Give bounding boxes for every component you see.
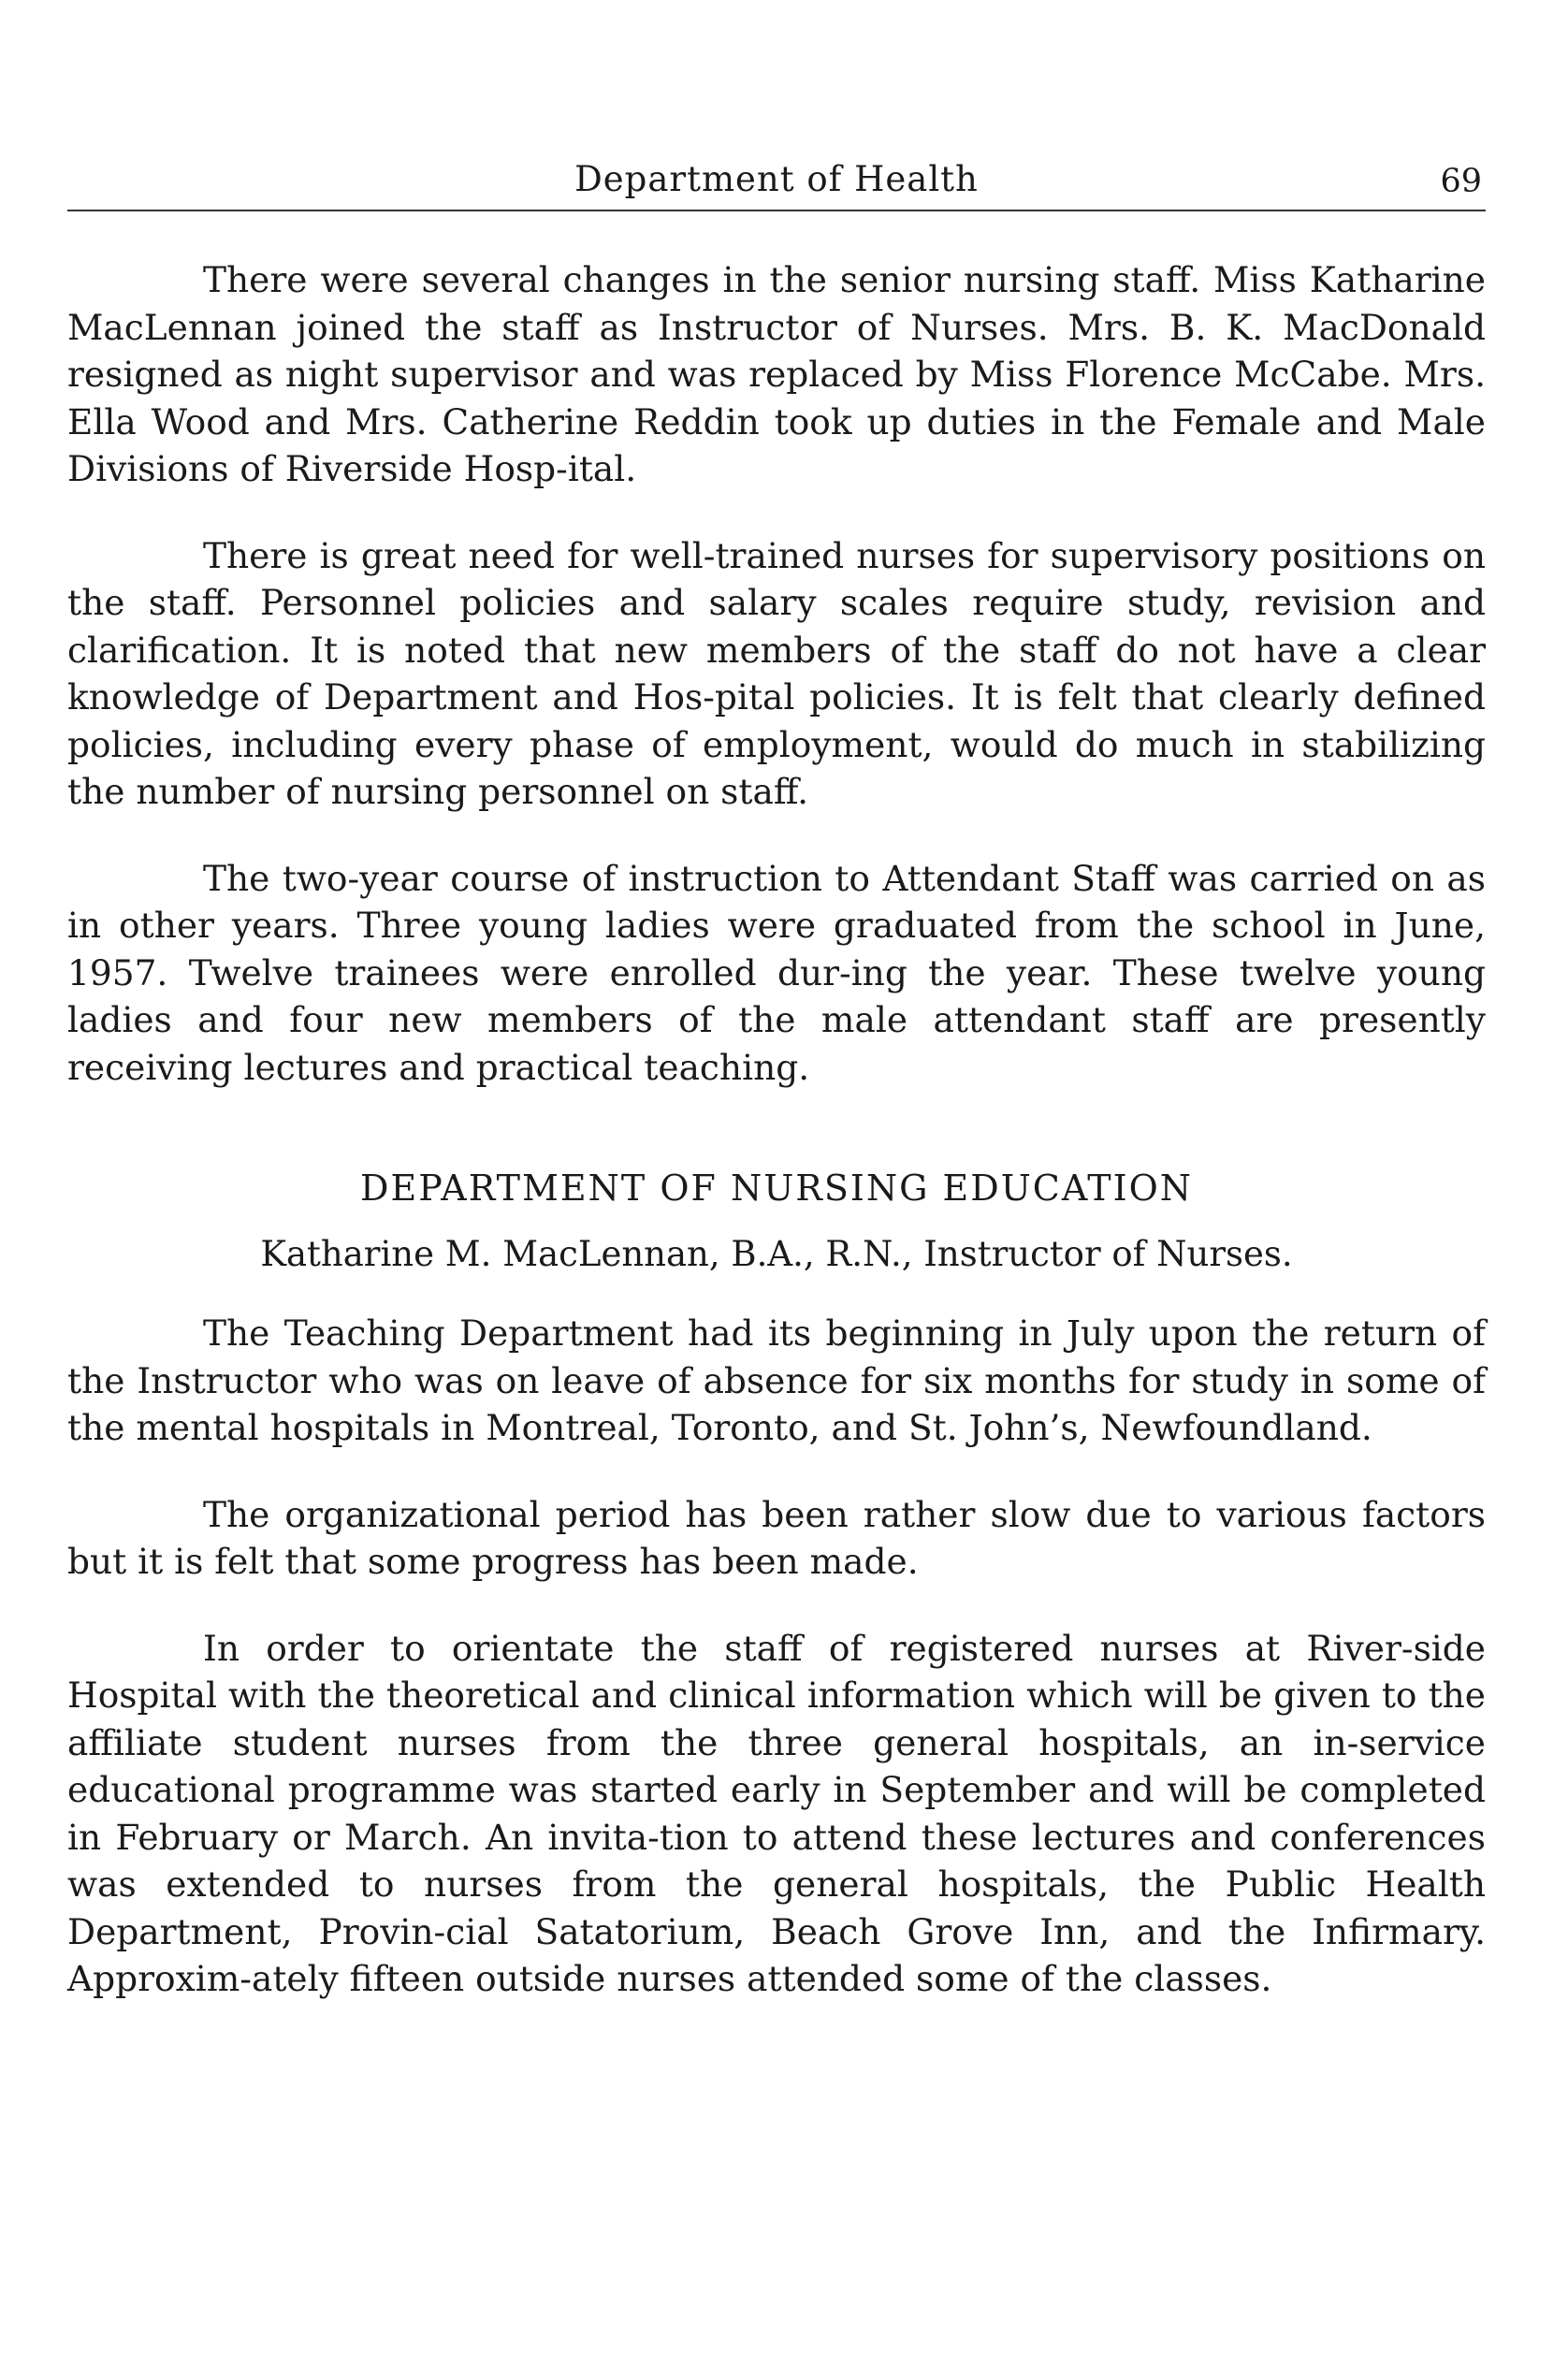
paragraph-nursing-staff-changes: There were several changes in the senior nursing staff. Miss Katharine MacLennan joined the staff as Instructor of Nurses. Mrs. B. K. MacDonald resigned as night supervisor and was replaced by Miss Florence McCabe. Mrs. Ella Wood and Mrs. Catherine Reddin took up duties in the Female and Male Divisions of Riverside Hosp-ital. bbox=[67, 259, 1486, 489]
paragraph-teaching-department: The Teaching Department had its beginning in July upon the return of the Instructor who was on leave of absence for six months for study in some of the mental hospitals in Montreal, Toronto, and St. John’s, Newfoundland. bbox=[67, 1312, 1486, 1448]
document-page bbox=[67, 150, 1486, 2042]
paragraph-in-service-programme: In order to orientate the staff of registered nurses at River-side Hospital with the theoretical and clinical information which will be given to the affiliate student nurses from the three general hospitals, an in-service educational programme was started early in September and will be completed in February or March. An invita-tion to attend these lectures and conferences was extended to nurses from the general hospitals, the Public Health Department, Provin-cial Satatorium, Beach Grove Inn, and the Infirmary. Approxim-ately fifteen outside nurses attended some of the classes. bbox=[67, 1627, 1486, 1999]
section-heading: DEPARTMENT OF NURSING EDUCATION bbox=[360, 1167, 1193, 1209]
running-header bbox=[67, 150, 1486, 211]
section-byline: Katharine M. MacLennan, B.A., R.N., Instructor of Nurses. bbox=[260, 1234, 1293, 1274]
paragraph-supervisory-need: There is great need for well-trained nurses for supervisory positions on the staff. Personnel policies and salary scales require study, revision and clarification. It is noted that new members of the staff do not have a clear knowledge of Department and Hos-pital policies. It is felt that clearly defined policies, including every phase of employment, would do much in stabilizing the number of nursing personnel on staff. bbox=[67, 534, 1486, 812]
running-title: Department of Health bbox=[574, 159, 979, 199]
paragraph-organizational-period: The organizational period has been rather slow due to various factors but it is felt that some progress has been made. bbox=[67, 1493, 1486, 1582]
page-number: 69 bbox=[1440, 163, 1482, 200]
paragraph-attendant-course: The two-year course of instruction to Attendant Staff was carried on as in other years. Three young ladies were graduated from the school in June, 1957. Twelve trainees were enrolled dur-ing the year. These twelve young ladies and four new members of the male attendant staff are presently receiving lectures and practical teaching. bbox=[67, 857, 1486, 1088]
